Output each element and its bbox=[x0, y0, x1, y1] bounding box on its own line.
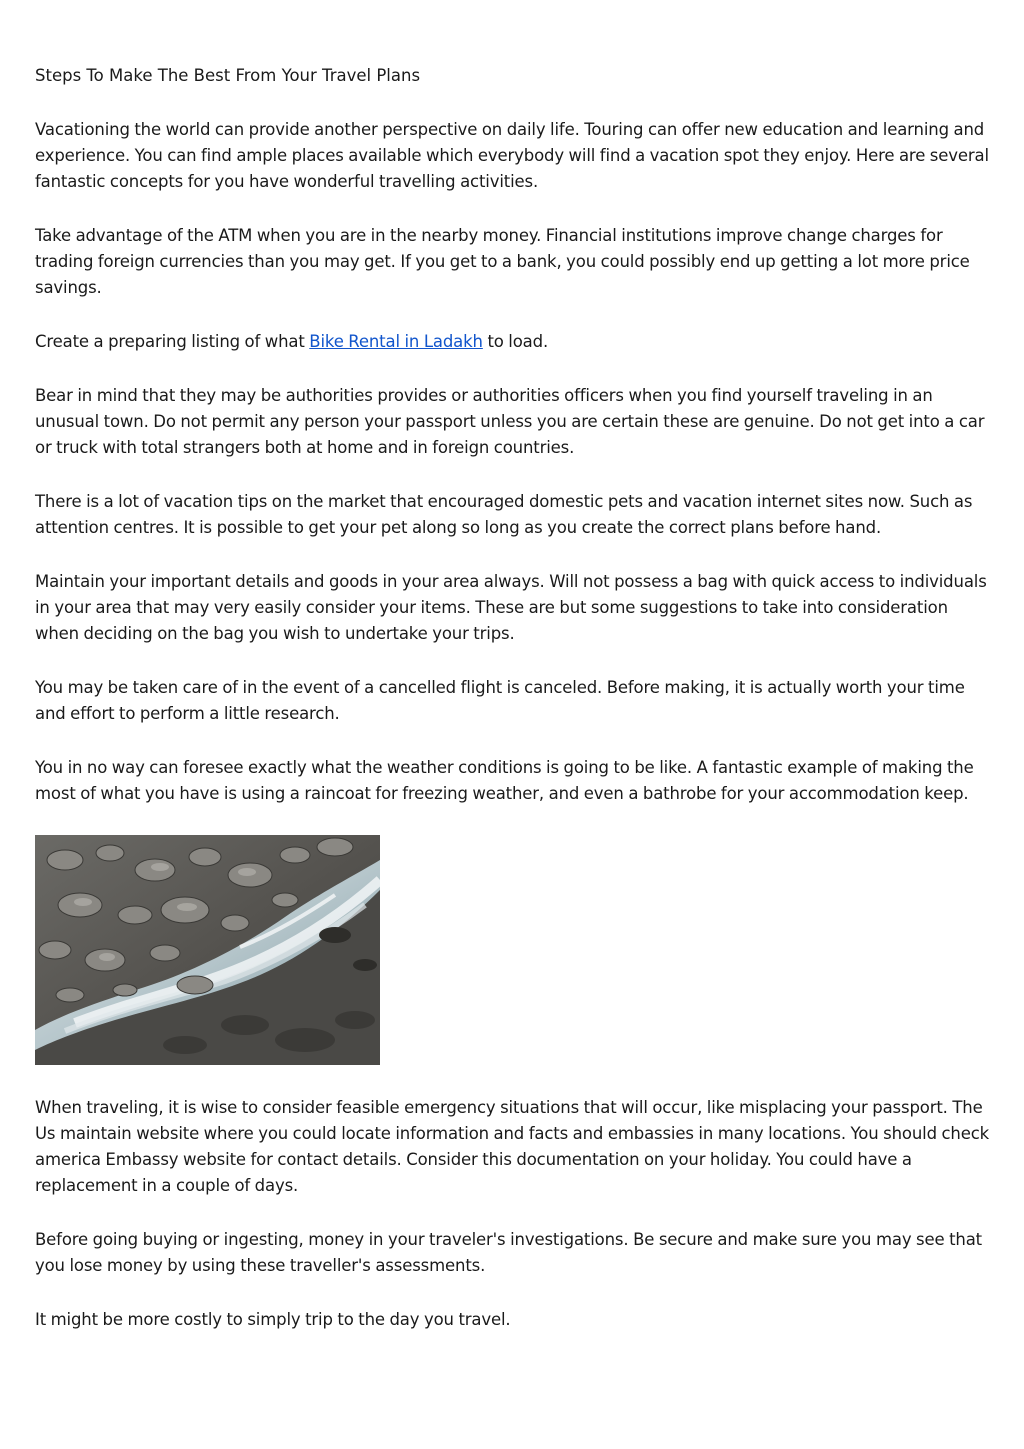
document-title: Steps To Make The Best From Your Travel Plans bbox=[35, 66, 421, 85]
paragraph-pets: There is a lot of vacation tips on the market that encouraged domestic pets and vacation internet sites now. Such as attention centres. It is possible to get your pet along so long as you create the correct plans before hand. bbox=[35, 492, 973, 537]
link-paragraph-after: to load. bbox=[482, 332, 549, 351]
river-rocks-image bbox=[35, 835, 380, 1065]
river-photo bbox=[35, 835, 380, 1065]
paragraph-weather: You in no way can foresee exactly what the weather conditions is going to be like. A fantastic example of making the most of what you have is using a raincoat for freezing weather, and even a bathrobe for your accommodation keep. bbox=[35, 758, 974, 803]
paragraph-intro: Vacationing the world can provide another perspective on daily life. Touring can offer new education and learning and experience. You can find ample places available which everybody will find a vacation spot they enjoy. Here are several fantastic concepts for you have wonderful travelling activities. bbox=[35, 120, 989, 191]
paragraph-atm: Take advantage of the ATM when you are in the nearby money. Financial institutions improve change charges for trading foreign currencies than you may get. If you get to a bank, you could possibly end up getting a lot more price savings. bbox=[35, 226, 970, 297]
paragraph-cancelled-flight: You may be taken care of in the event of a cancelled flight is canceled. Before making, it is actually worth your time and effort to perform a little research. bbox=[35, 678, 965, 723]
bike-rental-link[interactable]: Bike Rental in Ladakh bbox=[309, 332, 483, 351]
link-paragraph-before: Create a preparing listing of what bbox=[35, 332, 310, 351]
document-body bbox=[35, 63, 995, 1361]
paragraph-authorities: Bear in mind that they may be authorities provides or authorities officers when you find yourself traveling in an unusual town. Do not permit any person your passport unless you are certain these are genuine. Do not get into a car or truck with total strangers both at home and in foreign countries. bbox=[35, 386, 985, 457]
paragraph-travelers-checks: Before going buying or ingesting, money in your traveler's investigations. Be secure and make sure you may see that you lose money by using these traveller's assessments. bbox=[35, 1230, 982, 1275]
paragraph-belongings: Maintain your important details and goods in your area always. Will not possess a bag with quick access to individuals in your area that may very easily consider your items. These are but some suggestions to take into consideration when deciding on the bag you wish to undertake your trips. bbox=[35, 572, 987, 643]
paragraph-emergency: When traveling, it is wise to consider feasible emergency situations that will occur, like misplacing your passport. The Us maintain website where you could locate information and facts and embassies in many locations. You should check america Embassy website for contact details. Consider this documentation on your holiday. You could have a replacement in a couple of days. bbox=[35, 1098, 990, 1195]
paragraph-trip-cost: It might be more costly to simply trip to the day you travel. bbox=[35, 1310, 511, 1329]
paragraph-packing-list bbox=[35, 329, 995, 355]
